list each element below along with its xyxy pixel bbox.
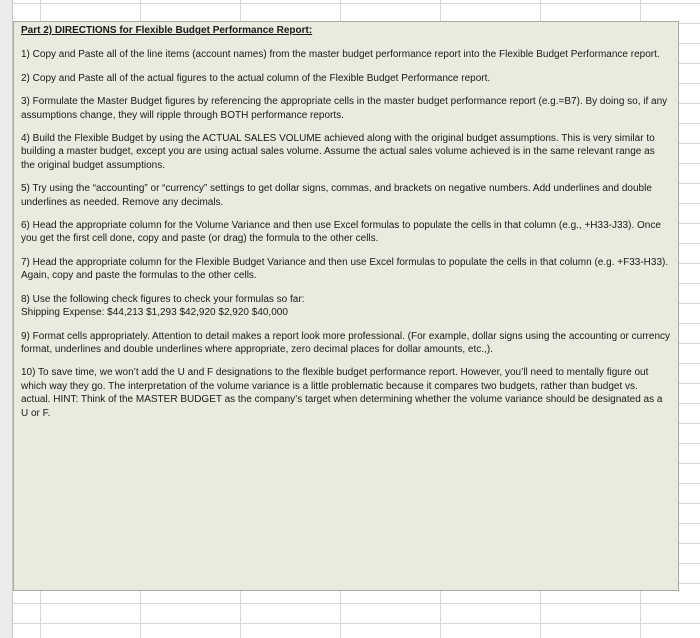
directions-heading: Part 2) DIRECTIONS for Flexible Budget Performance Report: (21, 25, 313, 36)
check-figures: Shipping Expense: $44,213 $1,293 $42,920 $2,920 $40,000 (21, 307, 288, 319)
direction-step-4: 4) Build the Flexible Budget by using the ACTUAL SALES VOLUME achieved along with the original budget assumptions. This is very similar to building a master budget, except you are using actual sales volume. Assume the actual sales volume achieved is in the same relevant range as the original budget assumptions. (21, 133, 655, 171)
direction-step-8-text: 8) Use the following check figures to check your formulas so far: (21, 293, 305, 305)
row-header-strip (0, 0, 13, 638)
direction-step-2: 2) Copy and Paste all of the actual figures to the actual column of the Flexible Budget Performance report. (21, 72, 491, 84)
direction-step-9: 9) Format cells appropriately. Attention to detail makes a report look more professional. (For example, dollar signs using the accounting or currency format, underlines and double underlines where appropriate, zero decimal places for dollar amounts, etc.,). (21, 330, 671, 355)
directions-text-box[interactable] (13, 21, 679, 591)
direction-step-1: 1) Copy and Paste all of the line items (account names) from the master budget performance report into the Flexible Budget Performance report. (21, 49, 660, 61)
direction-step-7: 7) Head the appropriate column for the Flexible Budget Variance and then use Excel formulas to populate the cells in that column (e.g. +F33-H33). Again, copy and paste the formulas to the other cells. (21, 256, 669, 282)
direction-step-5: 5) Try using the “accounting” or “currency” settings to get dollar signs, commas, and brackets on negative numbers. Add underlines and double underlines as needed. Remove any decimals. (21, 183, 652, 208)
direction-step-3: 3) Formulate the Master Budget figures by referencing the appropriate cells in the master budget performance report (e.g.=B7). By doing so, if any assumptions change, they will ripple through BOTH performance reports. (21, 96, 668, 121)
direction-step-6: 6) Head the appropriate column for the Volume Variance and then use Excel formulas to populate the cells in that column (e.g., +H33-J33). Once you get the first cell done, copy and paste (or drag) the formula to the other cells. (21, 220, 661, 245)
direction-step-10: 10) To save time, we won’t add the U and F designations to the flexible budget performance report. However, you’ll need to mentally figure out which way they go. The interpretation of the volume variance is a little problematic because it compares two budgets, rather than budget vs. actual. HINT: Think of the MASTER BUDGET as the company’s target when determining whether the volume variance should be designated as a U or F. (21, 367, 663, 419)
direction-step-8 (21, 293, 670, 320)
